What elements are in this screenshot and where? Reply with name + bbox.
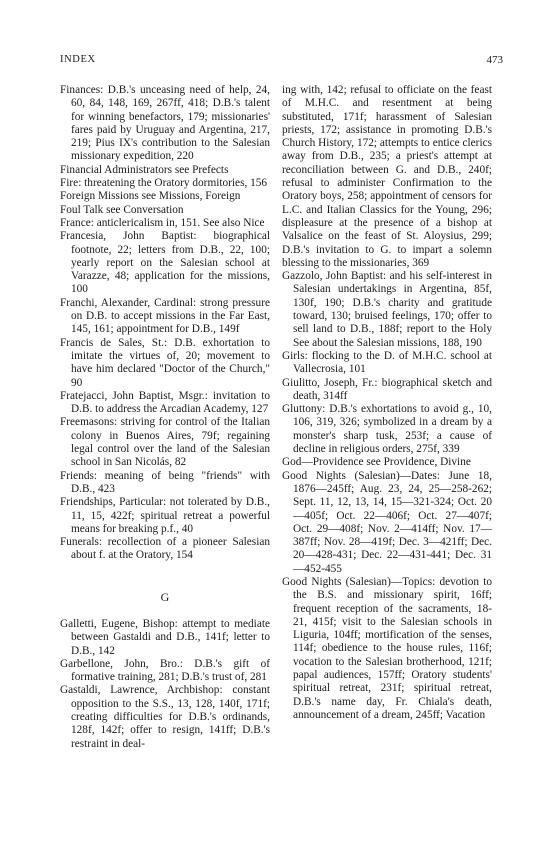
index-entry: God—Providence see Providence, Divine bbox=[282, 456, 471, 469]
index-entry: Garbellone, John, Bro.: D.B.'s gift of formative training, 281; D.B.'s trust of, 281 bbox=[60, 657, 270, 684]
index-entry: Gluttony: D.B.'s exhortations to avoid g., 10, 106, 319, 326; symbolized in a dream by a monster's sharp tusk, 253f; a cause of decline in religious orders, 275f, 339 bbox=[282, 403, 492, 456]
index-entry: Galletti, Eugene, Bishop: attempt to mediate between Gastaldi and D.B., 141f; letter to D.B., 142 bbox=[60, 617, 270, 657]
index-entry: Girls: flocking to the D. of M.H.C. school at Vallecrosia, 101 bbox=[282, 349, 492, 376]
index-column-right bbox=[282, 84, 492, 722]
index-entry: Friends: meaning of being "friends" with D.B., 423 bbox=[60, 469, 270, 495]
index-entry: Freemasons: striving for control of the Italian colony in Buenos Aires, 79f; regaining legal control over the land of the Salesian school in San Nicolás, 82 bbox=[60, 416, 270, 469]
index-entry: Fratejacci, John Baptist, Msgr.: invitation to D.B. to address the Arcadian Academy, 127 bbox=[60, 389, 270, 416]
index-entry: Giulitto, Joseph, Fr.: biographical sketch and death, 314ff bbox=[282, 376, 492, 402]
index-entry: Finances: D.B.'s unceasing need of help, 24, 60, 84, 148, 169, 267ff, 418; D.B.'s talent for winning benefactors, 179; missionaries' fares paid by Uruguay and Argentina, 217, 219; Pius IX's contribution to the Salesian missionary expedition, 220 bbox=[60, 84, 270, 163]
index-entry: Francis de Sales, St.: D.B. exhortation to imitate the virtues of, 20; movement to have him declared "Doctor of the Church," 90 bbox=[60, 336, 270, 389]
index-entry: France: anticlericalism in, 151. See also Nice bbox=[60, 216, 265, 229]
index-entry: Foul Talk see Conversation bbox=[60, 203, 184, 216]
page-header bbox=[60, 54, 503, 70]
index-entry: Funerals: recollection of a pioneer Salesian about f. at the Oratory, 154 bbox=[60, 536, 270, 562]
index-entry: Fire: threatening the Oratory dormitories, 156 bbox=[60, 177, 268, 190]
index-column-left bbox=[60, 84, 270, 751]
index-entry: Good Nights (Salesian)—Dates: June 18, 1876—245ff; Aug. 23, 24, 25—258-262; Sept. 11, 12, 13, 14, 15—321-324; Oct. 20—405f; Oct. 22—406f; Oct. 27—407f; Oct. 29—408f; Nov. 2—414ff; Nov. 17—387ff; Nov. 28—419f; Dec. 3—421ff; Dec. 20—428-431; Dec. 22—431-441; Dec. 31—452-455 bbox=[282, 469, 492, 575]
index-entry: Gazzolo, John Baptist: and his self-interest in Salesian undertakings in Argentina, 85f, 130f, 190; D.B.'s charity and gratitude toward, 130; bruised feelings, 170; offer to sell land to D.B., 188f; report to the Holy See about the Salesian missions, 188, 190 bbox=[282, 270, 492, 349]
index-entry: Foreign Missions see Missions, Foreign bbox=[60, 190, 241, 203]
running-head: INDEX bbox=[60, 54, 96, 65]
index-entry: Franchi, Alexander, Cardinal: strong pressure on D.B. to accept missions in the Far East, 145, 161; appointment for D.B., 149f bbox=[60, 296, 270, 336]
page-number: 473 bbox=[486, 54, 503, 66]
index-entry: Good Nights (Salesian)—Topics: devotion to the B.S. and missionary spirit, 16ff; frequent reception of the sacraments, 18-21, 415f; visit to the Salesian schools in Liguria, 104ff; mortification of the senses, 114f; obedience to the house rules, 116f; vocation to the Salesian brotherhood, 121f; papal audiences, 157ff; Oratory students' spiritual retreat, 231f; spiritual retreat, D.B.'s name day, Fr. Chiala's death, announcement of a dream, 245ff; Vacation bbox=[282, 575, 492, 721]
index-entry: Francesia, John Baptist: biographical footnote, 22; letters from D.B., 22, 100; yearly report on the Salesian school at Varazze, 48; application for the missions, 100 bbox=[60, 230, 270, 296]
index-entry: Financial Administrators see Prefects bbox=[60, 163, 229, 176]
index-entry: Gastaldi, Lawrence, Archbishop: constant opposition to the S.S., 13, 128, 140f, 171f; creating difficulties for D.B.'s ordinands, 128f, 142f; offer to resign, 141ff; D.B.'s restraint in deal- bbox=[60, 684, 270, 750]
section-letter: G bbox=[160, 589, 170, 604]
index-entry: Friendships, Particular: not tolerated by D.B., 11, 15, 422f; spiritual retreat a powerful means for breaking p.f., 40 bbox=[60, 496, 270, 535]
index-entry-continuation: ing with, 142; refusal to officiate on the feast of M.H.C. and resentment at being substituted, 171f; harassment of Salesian priests, 172; assistance in promoting D.B.'s Church History, 172; attempts to entice clerics away from D.B., 235; a priest's attempt at reconciliation between G. and D.B., 240f; refusal to administer Confirmation to the Oratory boys, 258; appointment of censors for L.C. and Italian Classics for the Young, 296; displeasure at the presence of a bishop at Valsalice on the feast of St. Aloysius, 299; D.B.'s invitation to G. to impart a solemn blessing to the missionaries, 369 bbox=[282, 84, 492, 269]
